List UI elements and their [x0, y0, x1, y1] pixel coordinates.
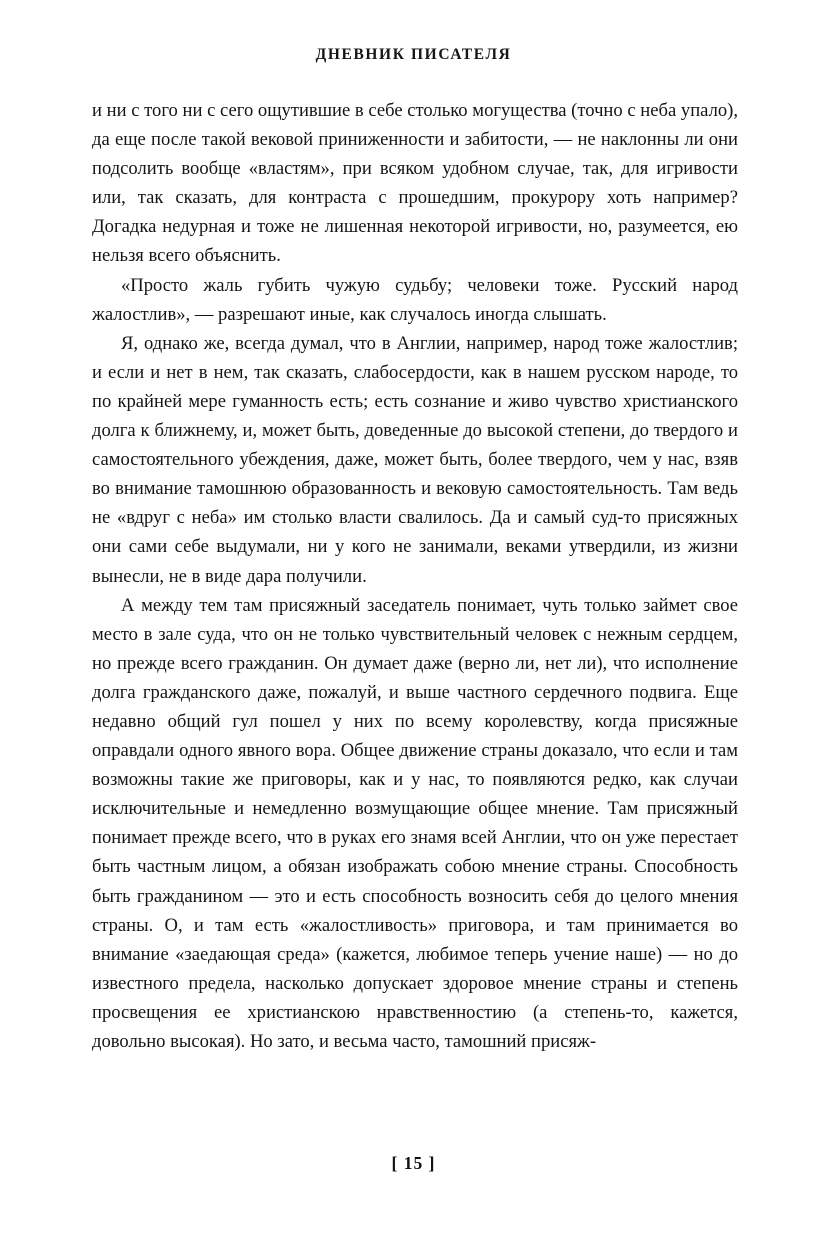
- paragraph: А между тем там присяжный заседатель понимает, чуть только займет свое место в зале суда, что он не только чувствительный человек с нежным сердцем, но прежде всего гражданин. Он думает даже (верно ли, нет ли), что исполнение долга гражданского даже, пожалуй, и выше частного сердечного подвига. Еще недавно общий гул пошел у них по всему королевству, когда присяжные оправдали одного явного вора. Общее движение страны доказало, что если и там возможны такие же приговоры, как и у нас, то появляются редко, как случаи исключительные и немедленно возмущающие общее мнение. Там присяжный понимает прежде всего, что в руках его знамя всей Англии, что он уже перестает быть частным лицом, а обязан изображать собою мнение страны. Способность быть гражданином — это и есть способность возносить себя до целого мнения страны. О, и там есть «жалостливость» приговора, и там принимается во внимание «заедающая среда» (кажется, любимое теперь учение наше) — но до известного предела, насколько допускает здоровое мнение страны и степень просвещения ее христианскою нравственностию (а степень-то, кажется, довольно высокая). Но зато, и весьма часто, тамошний присяж-: [92, 594, 738, 1052]
- body-text: [92, 96, 738, 1056]
- page-number: [ 15 ]: [391, 1153, 436, 1173]
- paragraph: и ни с того ни с сего ощутившие в себе столько могущества (точно с неба упало), да еще после такой вековой приниженности и забитости, — не наклонны ли они подсолить вообще «властям», при всяком удобном случае, так, для игривости или, так сказать, для контраста с прошедшим, прокурору хоть например? Догадка недурная и тоже не лишенная некоторой игривости, но, разумеется, ею нельзя всего объяснить.: [92, 100, 738, 267]
- paragraph: Я, однако же, всегда думал, что в Англии, например, народ тоже жалостлив; и если и нет в нем, так сказать, слабосердости, как в нашем русском народе, то по крайней мере гуманность есть; есть сознание и живо чувство христианского долга к ближнему, и, может быть, доведенные до высокой степени, до твердого и самостоятельного убеждения, даже, может быть, более твердого, чем у нас, взяв во внимание тамошнюю образованность и вековую самостоятельность. Там ведь не «вдруг с неба» им столько власти свалилось. Да и самый суд-то присяжных они сами себе выдумали, ни у кого не занимали, веками утвердили, из жизни вынесли, не в виде дара получили.: [92, 332, 738, 587]
- paragraph: «Просто жаль губить чужую судьбу; человеки тоже. Русский народ жалостлив», — разрешают иные, как случалось иногда слышать.: [92, 274, 738, 325]
- running-head: ДНЕВНИК ПИСАТЕЛЯ: [315, 46, 512, 63]
